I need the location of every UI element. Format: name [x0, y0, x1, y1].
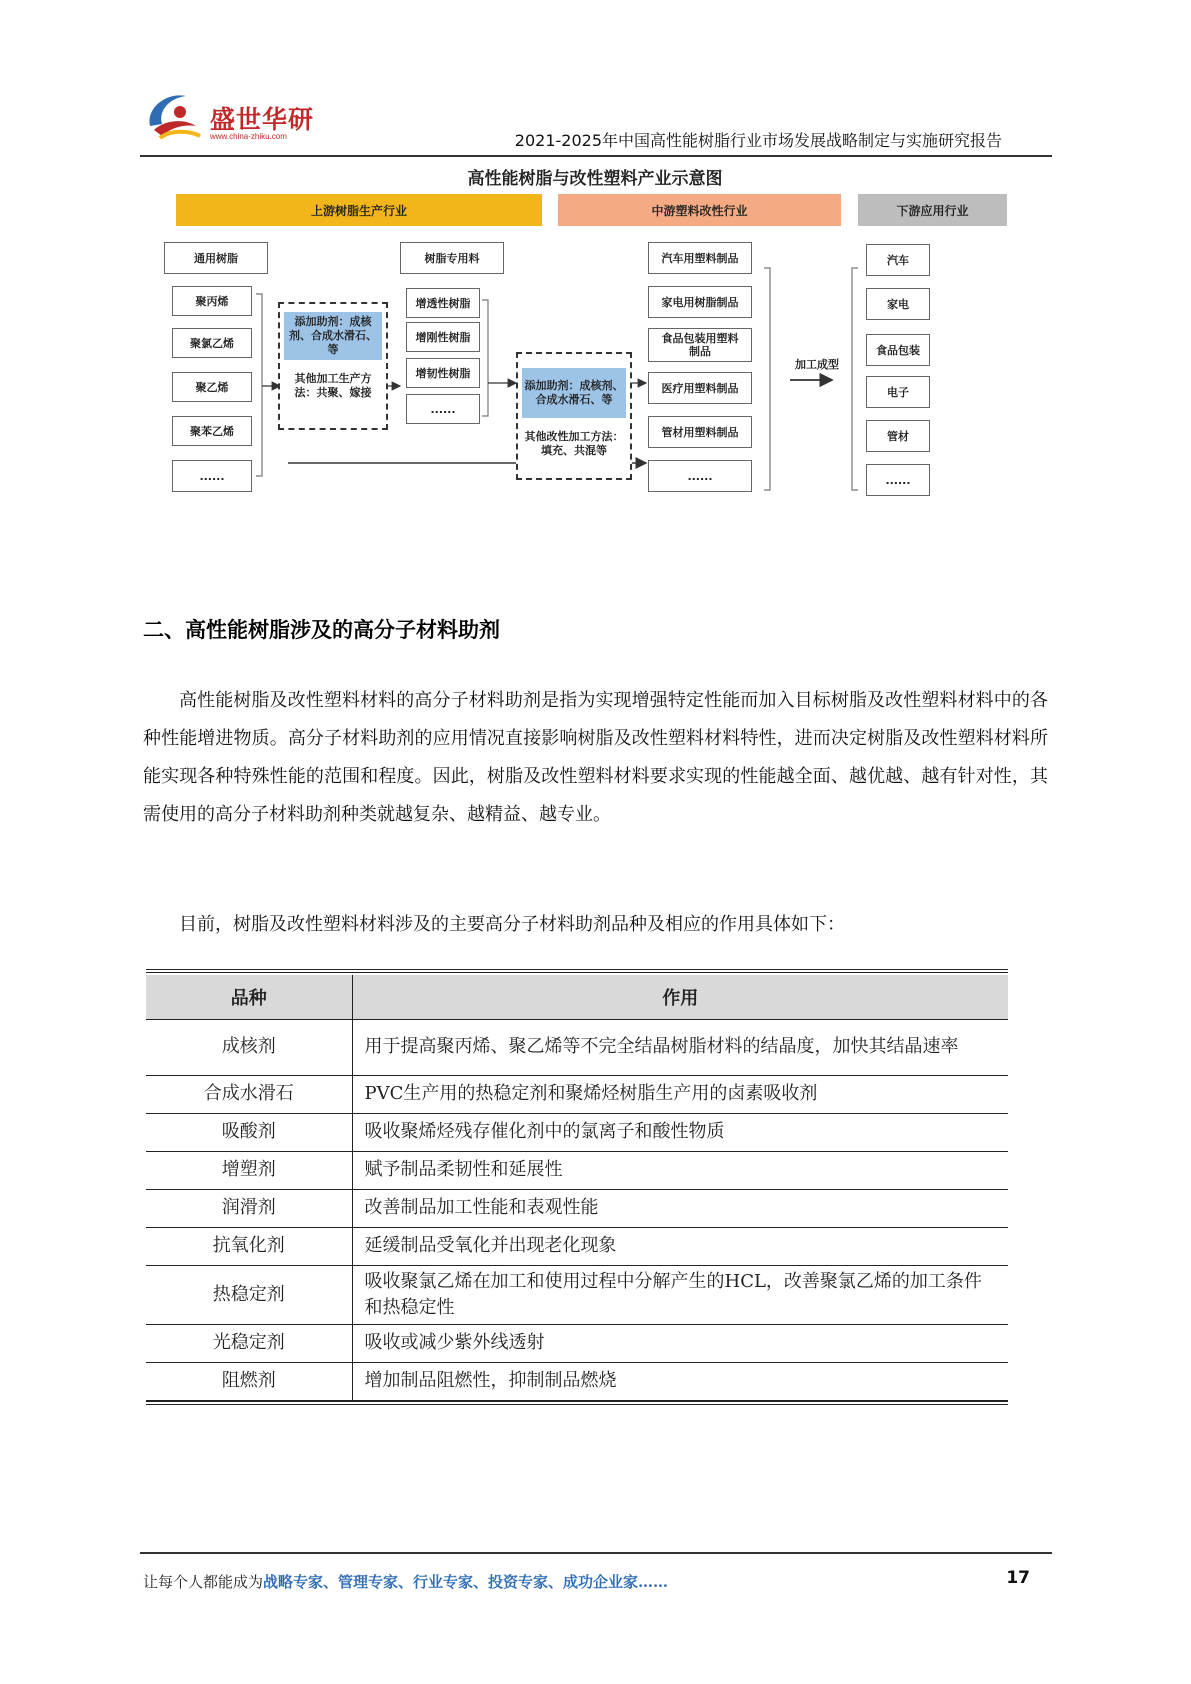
app-more: ......	[866, 464, 930, 496]
resin-general: 通用树脂	[164, 242, 268, 274]
report-title: 2021-2025年中国高性能树脂行业市场发展战略制定与实施研究报告	[514, 131, 1002, 150]
cell-effect: 改善制品加工性能和表观性能	[352, 1189, 1008, 1227]
cell-name: 光稳定剂	[146, 1324, 352, 1362]
resin-pvc: 聚氯乙烯	[172, 328, 252, 358]
app-pipe: 管材	[866, 420, 930, 452]
band-upstream: 上游树脂生产行业	[176, 194, 542, 226]
process-1: 其他加工生产方法：共聚、嫁接	[294, 372, 372, 399]
cell-effect: 用于提高聚丙烯、聚乙烯等不完全结晶树脂材料的结晶度，加快其结晶速率	[352, 1019, 1008, 1075]
cell-effect: 吸收或减少紫外线透射	[352, 1324, 1008, 1362]
special-resin: 树脂专用料	[400, 242, 504, 274]
product-appliance: 家电用树脂制品	[648, 286, 752, 318]
resin-pp: 聚丙烯	[172, 286, 252, 316]
table-row	[146, 1113, 1008, 1151]
table-row	[146, 1324, 1008, 1362]
cell-effect: 延缓制品受氧化并出现老化现象	[352, 1227, 1008, 1265]
cell-effect: 赋予制品柔韧性和延展性	[352, 1151, 1008, 1189]
footer-highlight: 战略专家、管理专家、行业专家、投资专家、成功企业家……	[263, 1573, 669, 1591]
footer-prefix: 让每个人都能成为	[143, 1573, 264, 1591]
special-tough: 增韧性树脂	[406, 358, 480, 388]
table-row	[146, 1075, 1008, 1113]
logo-text: 盛世华研	[210, 105, 315, 134]
cell-name: 热稳定剂	[146, 1265, 352, 1324]
cell-effect: 吸收聚氯乙烯在加工和使用过程中分解产生的HCL，改善聚氯乙烯的加工条件和热稳定性	[352, 1265, 1008, 1324]
cell-name: 阻燃剂	[146, 1362, 352, 1400]
column-header-effect: 作用	[352, 975, 1008, 1019]
header-divider	[140, 155, 1052, 157]
cell-name: 抗氧化剂	[146, 1227, 352, 1265]
app-appliance: 家电	[866, 288, 930, 320]
cell-name: 成核剂	[146, 1019, 352, 1075]
cell-effect: 吸收聚烯烃残存催化剂中的氯离子和酸性物质	[352, 1113, 1008, 1151]
table-row	[146, 1362, 1008, 1400]
resin-more: ......	[172, 460, 252, 492]
cell-name: 合成水滑石	[146, 1075, 352, 1113]
diagram-title: 高性能树脂与改性塑料产业示意图	[467, 169, 723, 189]
logo-url: www.china-zhiku.com	[210, 132, 287, 141]
product-more: ......	[648, 460, 752, 492]
footer-divider	[140, 1552, 1052, 1554]
table-bottom-rule	[146, 1401, 1008, 1405]
resin-pe: 聚乙烯	[172, 372, 252, 402]
cell-effect: PVC生产用的热稳定剂和聚烯烃树脂生产用的卤素吸收剂	[352, 1075, 1008, 1113]
product-food: 食品包装用塑料制品	[648, 328, 752, 362]
table-row	[146, 1151, 1008, 1189]
additive-table	[146, 975, 1008, 1401]
table-row	[146, 1019, 1008, 1075]
paragraph-2: 目前，树脂及改性塑料材料涉及的主要高分子材料助剂品种及相应的作用具体如下：	[179, 914, 845, 935]
band-downstream: 下游应用行业	[858, 194, 1007, 226]
additive-1: 添加助剂：成核剂、合成水滑石、等	[284, 312, 382, 360]
cell-name: 润滑剂	[146, 1189, 352, 1227]
special-more: ......	[406, 394, 480, 424]
product-medical: 医疗用塑料制品	[648, 372, 752, 404]
table-row	[146, 1265, 1008, 1324]
column-header-name: 品种	[146, 975, 352, 1019]
additive-2: 添加助剂：成核剂、合成水滑石、等	[522, 368, 626, 418]
app-electronics: 电子	[866, 376, 930, 408]
band-midstream: 中游塑料改性行业	[558, 194, 841, 226]
product-pipe: 管材用塑料制品	[648, 416, 752, 448]
processing-label: 加工成型	[795, 358, 839, 371]
paragraph-1: 高性能树脂及改性塑料材料的高分子材料助剂是指为实现增强特定性能而加入目标树脂及改性塑料材料中的各种性能增进物质。高分子材料助剂的应用情况直接影响树脂及改性塑料材料特性，进而决定树脂及改性塑料材料所能实现各种特殊性能的范围和程度。因此，树脂及改性塑料材料要求实现的性能越全面、越优越、越有针对性，其需使用的高分子材料助剂种类就越复杂、越精益、越专业。	[143, 690, 1048, 825]
industry-diagram	[170, 158, 1020, 538]
cell-effect: 增加制品阻燃性，抑制制品燃烧	[352, 1362, 1008, 1400]
table-row	[146, 1227, 1008, 1265]
product-auto: 汽车用塑料制品	[648, 242, 752, 274]
cell-name: 增塑剂	[146, 1151, 352, 1189]
cell-name: 吸酸剂	[146, 1113, 352, 1151]
table-header-row	[146, 975, 1008, 1019]
table-row	[146, 1189, 1008, 1227]
app-food: 食品包装	[866, 334, 930, 366]
resin-ps: 聚苯乙烯	[172, 416, 252, 446]
app-auto: 汽车	[866, 244, 930, 276]
process-2: 其他改性加工方法：填充、共混等	[524, 430, 624, 457]
footer-slogan	[143, 1571, 668, 1592]
section-heading: 二、高性能树脂涉及的高分子材料助剂	[143, 618, 500, 642]
special-rigid: 增刚性树脂	[406, 322, 480, 352]
special-transparent: 增透性树脂	[406, 288, 480, 318]
page-number: 17	[1006, 1568, 1030, 1588]
table-top-rule	[146, 969, 1008, 973]
